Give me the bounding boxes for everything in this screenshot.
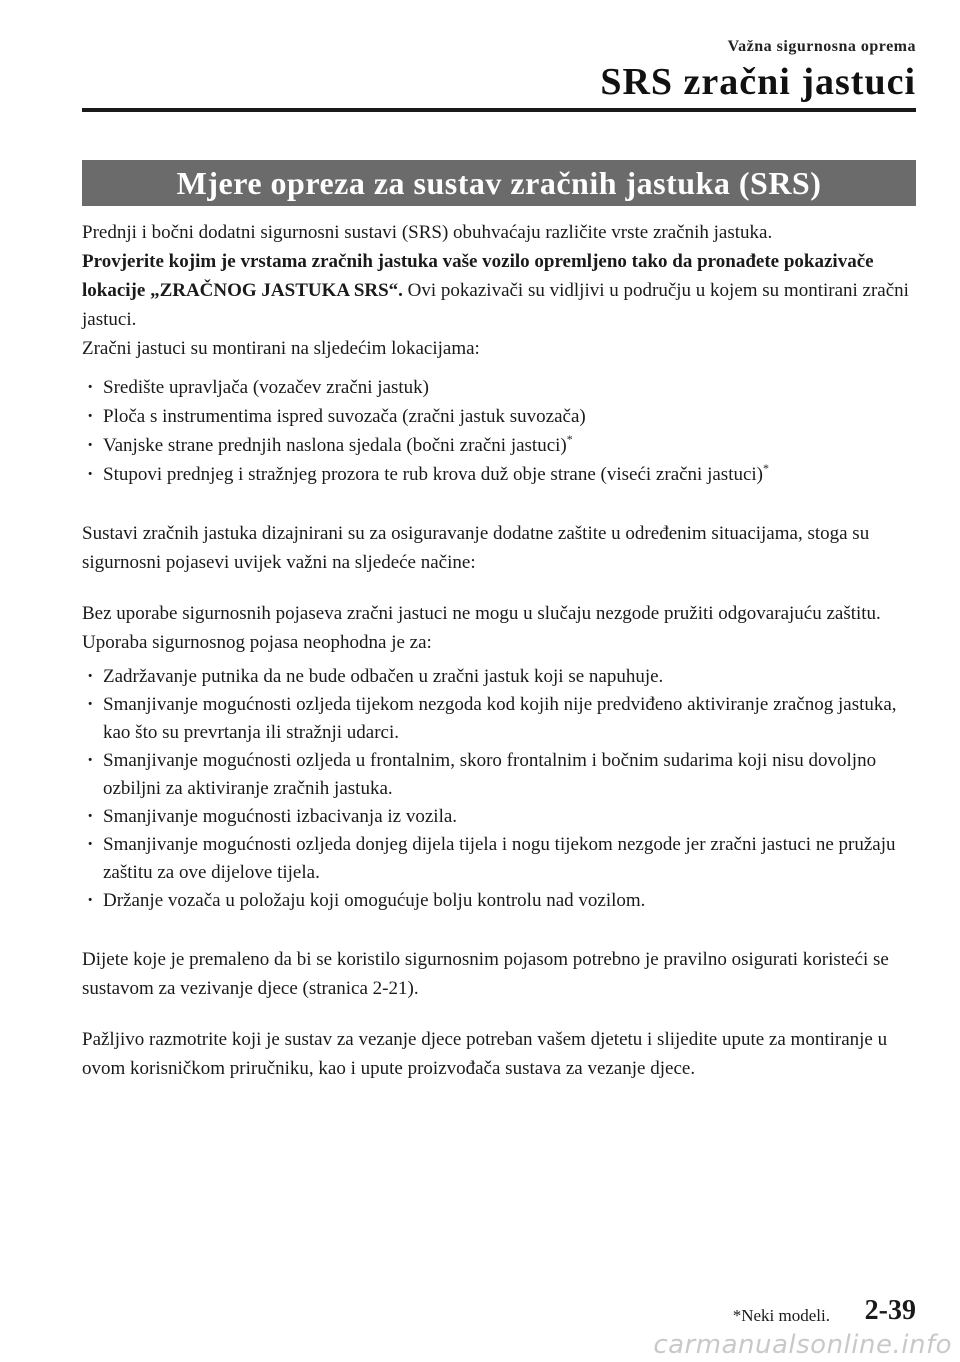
list-item <box>82 831 920 887</box>
belt-needs-list <box>82 663 920 915</box>
footnote-mark: * <box>763 461 770 475</box>
list-item <box>82 460 920 489</box>
bullet-icon: · <box>87 464 94 485</box>
chapter-title: Važna sigurnosna oprema <box>727 38 916 55</box>
install-paragraph: Pažljivo razmotrite koji je sustav za vezanje djece potreban vašem djetetu i slijedite upute za montiranje u ovom korisničkom priručniku, kao i upute proizvođača sustava za vezanje djece. <box>82 1029 888 1079</box>
bullet-icon: · <box>87 834 94 855</box>
list-item-text: Vanjske strane prednjih naslona sjedala (bočni zračni jastuci) <box>103 435 567 456</box>
body-content <box>82 218 920 1083</box>
list-item-text: Smanjivanje mogućnosti ozljeda tijekom nezgoda kod kojih nije predviđeno aktiviranje zračnog jastuka, kao što su prevrtanja ili stražnji udarci. <box>103 694 897 743</box>
header-divider <box>82 108 916 112</box>
intro-rest-text: Ovi pokazivači su vidljivi u području u kojem su montirani zračni jastuci. <box>82 280 909 330</box>
bullet-icon: · <box>87 377 94 398</box>
page-number: 2-39 <box>864 1295 916 1326</box>
locations-lead: Zračni jastuci su montirani na sljedećim lokacijama: <box>82 338 480 359</box>
locations-list <box>82 373 920 489</box>
list-item <box>82 663 920 691</box>
bullet-icon: · <box>87 890 94 911</box>
list-item <box>82 373 920 402</box>
list-item-text: Smanjivanje mogućnosti izbacivanja iz vozila. <box>103 806 458 827</box>
list-item <box>82 803 920 831</box>
intro-bold-text: Provjerite kojim je vrstama zračnih jastuka vaše vozilo opremljeno tako da pronađete pokazivače lokacije „ZRAČNOG JASTUKA SRS“. <box>82 251 874 301</box>
watermark: carmanualsonline.info <box>653 1330 952 1360</box>
list-item-text: Ploča s instrumentima ispred suvozača (zračni jastuk suvozača) <box>103 406 586 427</box>
section-heading: SRS zračni jastuci <box>600 61 916 103</box>
list-item <box>82 431 920 460</box>
design-paragraph: Sustavi zračnih jastuka dizajnirani su za osiguravanje dodatne zaštite u određenim situacijama, stoga su sigurnosni pojasevi uvijek važni na sljedeće načine: <box>82 523 870 573</box>
bullet-icon: · <box>87 750 94 771</box>
list-item <box>82 691 920 747</box>
belts-paragraph: Bez uporabe sigurnosnih pojaseva zračni jastuci ne mogu u slučaju nezgode pružiti odgovarajuću zaštitu. Uporaba sigurnosnog pojasa neophodna je za: <box>82 603 881 653</box>
bullet-icon: · <box>87 694 94 715</box>
bullet-icon: · <box>87 666 94 687</box>
list-item-text: Držanje vozača u položaju koji omogućuje bolju kontrolu nad vozilom. <box>103 890 646 911</box>
list-item-text: Smanjivanje mogućnosti ozljeda donjeg dijela tijela i nogu tijekom nezgode jer zračni jastuci ne pružaju zaštitu za ove dijelove tijela. <box>103 834 896 883</box>
list-item <box>82 887 920 915</box>
list-item-text: Zadržavanje putnika da ne bude odbačen u zračni jastuk koji se napuhuje. <box>103 666 664 687</box>
list-item <box>82 402 920 431</box>
footnote: *Neki modeli. <box>732 1306 830 1325</box>
footnote-mark: * <box>566 432 573 446</box>
child-paragraph: Dijete koje je premaleno da bi se koristilo sigurnosnim pojasom potrebno je pravilno osigurati koristeći se sustavom za vezivanje djece (stranica 2-21). <box>82 949 889 999</box>
list-item-text: Središte upravljača (vozačev zračni jastuk) <box>103 377 430 398</box>
list-item <box>82 747 920 803</box>
intro-paragraph <box>82 218 920 363</box>
section-title: Mjere opreza za sustav zračnih jastuka (SRS) <box>176 165 822 201</box>
list-item-text: Stupovi prednjeg i stražnjeg prozora te rub krova duž obje strane (viseći zračni jastuci) <box>103 464 764 485</box>
list-item-text: Smanjivanje mogućnosti ozljeda u frontalnim, skoro frontalnim i bočnim sudarima koji nisu dovoljno ozbiljni za aktiviranje zračnih jastuka. <box>103 750 877 799</box>
intro-text: Prednji i bočni dodatni sigurnosni sustavi (SRS) obuhvaćaju različite vrste zračnih jastuka. <box>82 222 773 243</box>
bullet-icon: · <box>87 806 94 827</box>
bullet-icon: · <box>87 435 94 456</box>
section-title-bar <box>82 160 916 206</box>
bullet-icon: · <box>87 406 94 427</box>
